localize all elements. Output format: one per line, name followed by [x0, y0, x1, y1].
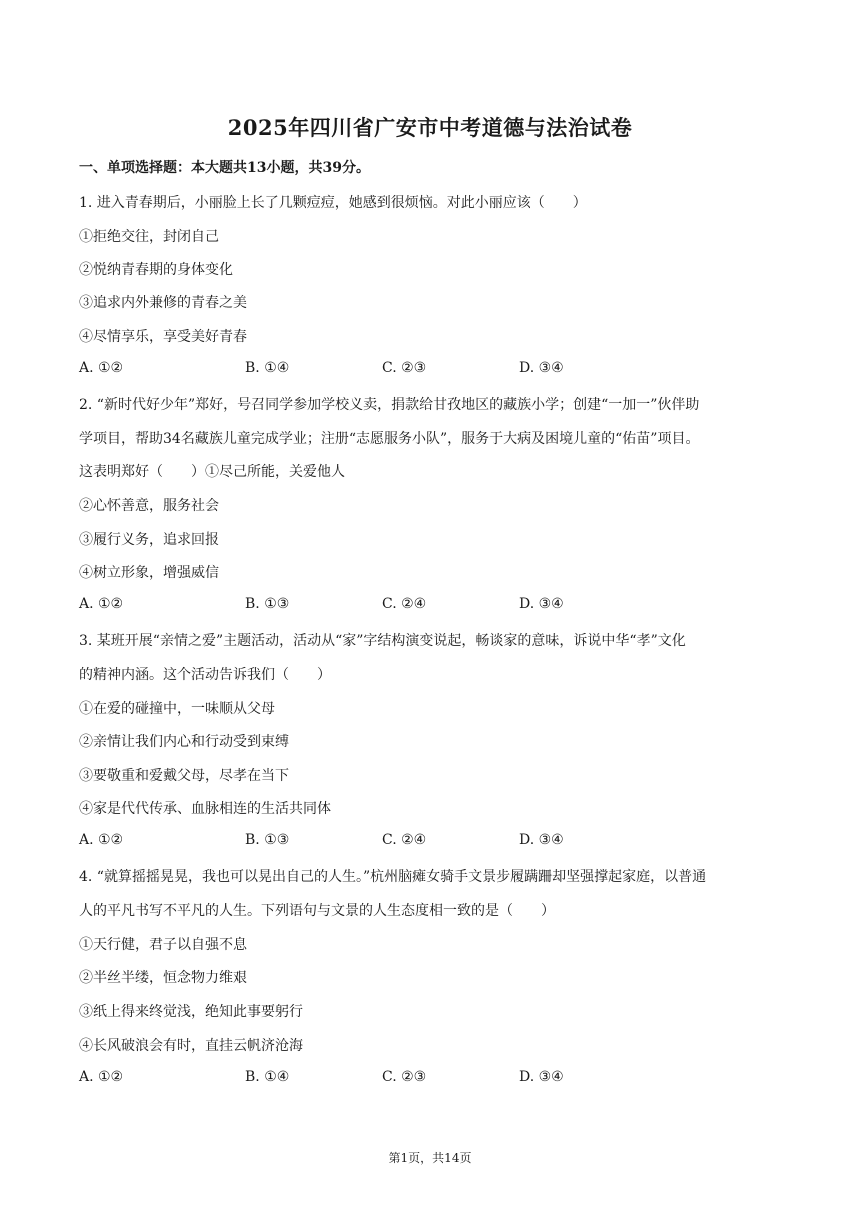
question-1-stem-line: 1. 进入青春期后，小丽脸上长了几颗痘痘，她感到很烦恼。对此小丽应该（ ） [79, 195, 587, 211]
option-b: B. ①④ [245, 1069, 290, 1085]
question-2-stem-line: 这表明郑好（ ）①尽己所能，关爱他人 [79, 464, 345, 480]
option-c: C. ②③ [382, 360, 427, 376]
question-1-item: ②悦纳青春期的身体变化 [79, 262, 233, 278]
question-4-item: ①天行健，君子以自强不息 [79, 937, 247, 953]
question-2-item: ③履行义务，追求回报 [79, 532, 219, 548]
question-4-stem-line: 人的平凡书写不平凡的人生。下列语句与文景的人生态度相一致的是（ ） [79, 903, 555, 919]
question-1-item: ①拒绝交往，封闭自己 [79, 229, 219, 245]
option-d: D. ③④ [519, 1069, 564, 1085]
question-1-item: ③追求内外兼修的青春之美 [79, 295, 247, 311]
question-3-item: ④家是代代传承、血脉相连的生活共同体 [79, 801, 331, 817]
option-d: D. ③④ [519, 360, 564, 376]
option-b: B. ①④ [245, 360, 290, 376]
question-3-item: ③要敬重和爱戴父母，尽孝在当下 [79, 768, 289, 784]
question-4-stem-line: 4. “就算摇摇晃晃，我也可以晃出自己的人生。”杭州脑瘫女骑手文景步履蹒跚却坚强撑起家庭，以普通 [79, 869, 707, 885]
option-a: A. ①② [79, 360, 124, 376]
question-3-stem-line: 3. 某班开展“亲情之爱”主题活动，活动从“家”字结构演变说起，畅谈家的意味，诉说中华“孝”文化 [79, 633, 686, 649]
option-a: A. ①② [79, 832, 124, 848]
option-a: A. ①② [79, 596, 124, 612]
page-number: 第1页，共14页 [388, 1151, 472, 1165]
option-b: B. ①③ [245, 596, 290, 612]
option-c: C. ②④ [382, 832, 427, 848]
question-2-options [79, 596, 779, 616]
option-d: D. ③④ [519, 832, 564, 848]
option-d: D. ③④ [519, 596, 564, 612]
question-4-options [79, 1069, 779, 1089]
question-4-item: ③纸上得来终觉浅，绝知此事要躬行 [79, 1004, 303, 1020]
question-3-item: ②亲情让我们内心和行动受到束缚 [79, 734, 289, 750]
question-2-stem-line: 2. “新时代好少年”郑好，号召同学参加学校义卖，捐款给甘孜地区的藏族小学；创建“一加一”伙伴助 [79, 397, 700, 413]
option-a: A. ①② [79, 1069, 124, 1085]
question-2-stem-line: 学项目，帮助34名藏族儿童完成学业；注册“志愿服务小队”，服务于大病及困境儿童的“佑苗”项目。 [79, 431, 700, 447]
option-c: C. ②④ [382, 596, 427, 612]
question-4-item: ②半丝半缕，恒念物力维艰 [79, 970, 247, 986]
question-3-options [79, 832, 779, 852]
question-3-item: ①在爱的碰撞中，一味顺从父母 [79, 701, 275, 717]
question-3-stem-line: 的精神内涵。这个活动告诉我们（ ） [79, 667, 331, 683]
question-2-item: ②心怀善意，服务社会 [79, 498, 219, 514]
question-1-options [79, 360, 779, 380]
option-b: B. ①③ [245, 832, 290, 848]
question-2-item: ④树立形象，增强威信 [79, 565, 219, 581]
question-1-item: ④尽情享乐，享受美好青春 [79, 329, 247, 345]
section-heading: 一、单项选择题：本大题共13小题，共39分。 [79, 160, 370, 176]
exam-title: 2025年四川省广安市中考道德与法治试卷 [227, 115, 633, 140]
question-4-item: ④长风破浪会有时，直挂云帆济沧海 [79, 1038, 303, 1054]
option-c: C. ②③ [382, 1069, 427, 1085]
